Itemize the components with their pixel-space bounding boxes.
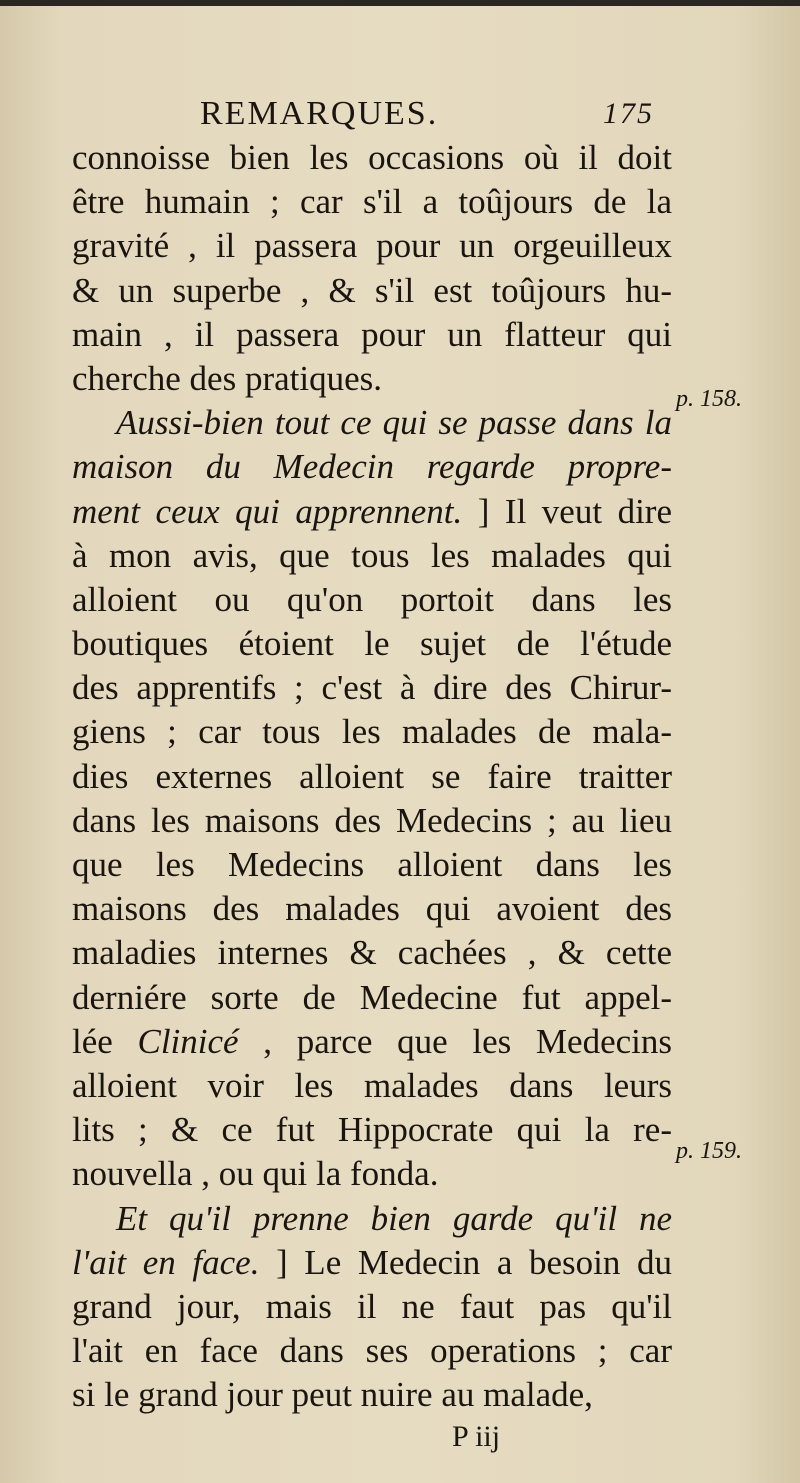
margin-note: p. 158.	[676, 386, 742, 412]
text-line: être humain ; car s'il a toûjours de la	[72, 182, 672, 222]
text-line: maisons des malades qui avoient des	[72, 889, 672, 929]
text-line: nouvella , ou qui la fonda.	[72, 1154, 439, 1194]
text-line: connoisse bien les occasions où il doit	[72, 138, 672, 177]
text-line: derniére sorte de Medecine fut appel-	[72, 977, 672, 1017]
quoted-fragment: ment ceux qui apprennent.	[72, 491, 463, 531]
text-line: grand jour, mais il ne faut pas qu'il	[72, 1286, 672, 1326]
quoted-line: Aussi-bien tout ce qui se passe dans la	[116, 403, 672, 443]
text-line: l'ait en face dans ses operations ; car	[72, 1331, 672, 1371]
signature-mark: P iij	[452, 1420, 501, 1453]
text-line: gravité , il passera pour un orgeuilleux	[72, 226, 672, 266]
text-line	[72, 1241, 672, 1285]
text-line: si le grand jour peut nuire au malade,	[72, 1375, 593, 1415]
term-clinice: Clinicé	[137, 1021, 239, 1061]
text-line: alloient voir les malades dans leurs	[72, 1065, 672, 1105]
text-line: & un superbe , & s'il est toûjours hu-	[72, 270, 672, 310]
text-line: que les Medecins alloient dans les	[72, 845, 672, 884]
margin-note: p. 159.	[676, 1138, 742, 1164]
text-fragment: , parce que les Medecins	[238, 1021, 672, 1061]
text-line: maladies internes & cachées , & cette	[72, 933, 672, 973]
commentary-fragment: ] Le Medecin a besoin du	[259, 1242, 672, 1282]
text-line: dans les maisons des Medecins ; au lieu	[72, 800, 672, 840]
text-line: alloient ou qu'on portoit dans les	[72, 579, 672, 619]
text-line: lits ; & ce fut Hippocrate qui la re-	[72, 1110, 672, 1150]
text-line: cherche des pratiques.	[72, 358, 382, 398]
text-line: boutiques étoient le sujet de l'étude	[72, 624, 672, 664]
header-title: REMARQUES.	[200, 95, 439, 132]
text-line: à mon avis, que tous les malades qui	[72, 535, 672, 575]
text-line	[72, 490, 672, 534]
text-line	[72, 1020, 672, 1064]
text-line: dies externes alloient se faire traitter	[72, 756, 672, 796]
quoted-fragment: l'ait en face.	[72, 1242, 260, 1282]
text-line: main , il passera pour un flatteur qui	[72, 314, 672, 354]
page-top-edge	[0, 0, 800, 6]
text-fragment: lée	[72, 1021, 138, 1061]
commentary-fragment: ] Il veut dire	[462, 491, 672, 531]
page-number: 175	[603, 97, 654, 130]
quoted-line: Et qu'il prenne bien garde qu'il ne	[116, 1198, 672, 1238]
quoted-line: maison du Medecin regarde propre-	[72, 447, 672, 487]
text-block	[72, 136, 672, 1417]
text-line: giens ; car tous les malades de mala-	[72, 712, 672, 752]
text-line: des apprentifs ; c'est à dire des Chirur-	[72, 668, 672, 708]
